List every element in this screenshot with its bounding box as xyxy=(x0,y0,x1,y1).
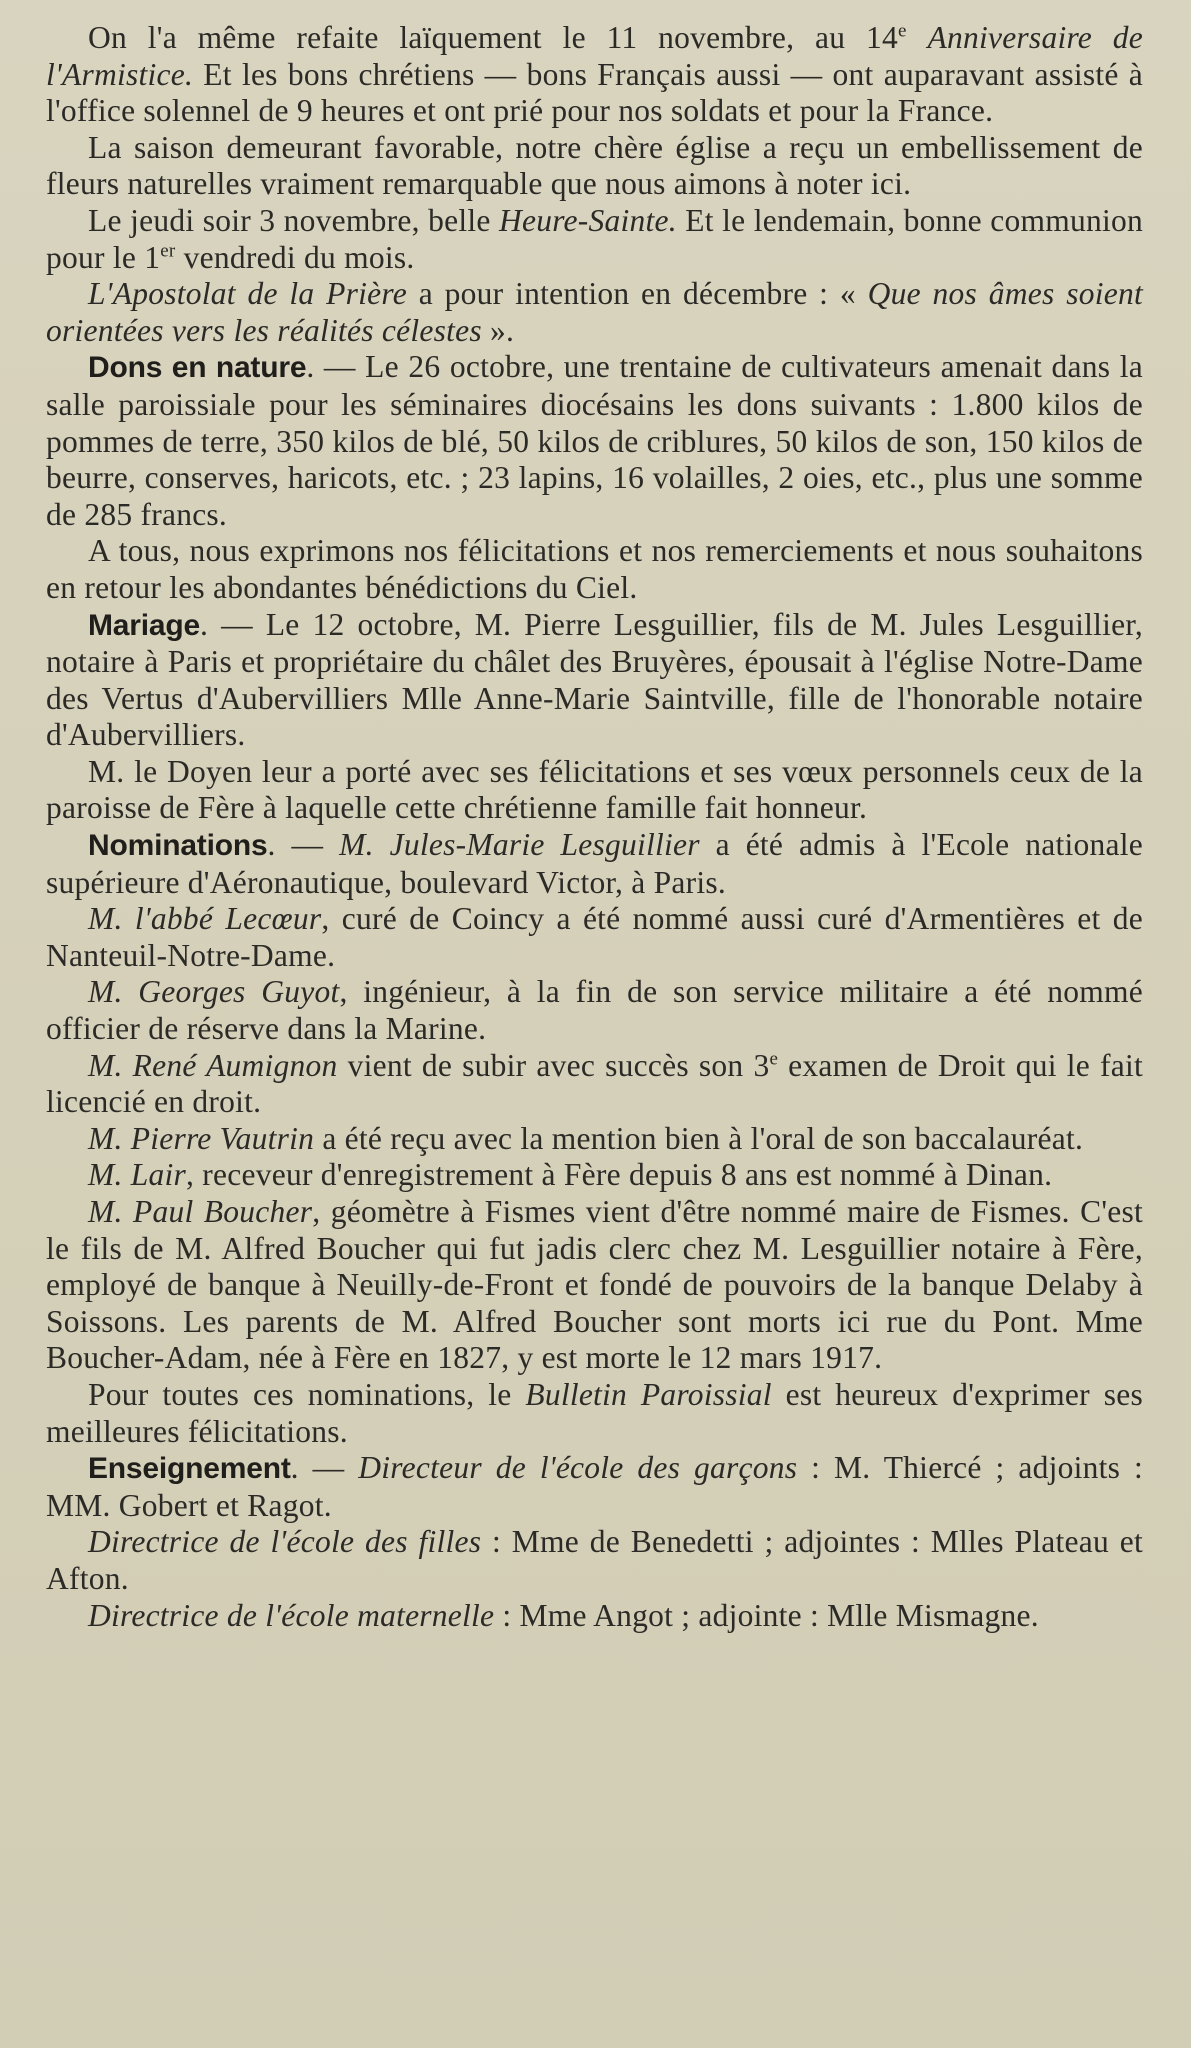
italic-text: M. Lair xyxy=(88,1157,187,1193)
italic-text: Directrice de l'école des filles xyxy=(88,1524,482,1560)
text-run: Et le lendemain, bonne communion pour le 1 xyxy=(46,202,1143,275)
para-vautrin xyxy=(46,1121,1143,1158)
text-run: : Mme Angot ; adjointe : Mlle Mismagne. xyxy=(494,1597,1039,1633)
italic-text: M. Jules-Marie Lesguillier xyxy=(339,827,700,863)
text-run: a été admis à l'Ecole nationale supérieure d'Aéronautique, boulevard Victor, à Paris. xyxy=(46,827,1143,900)
section-heading: Mariage xyxy=(88,608,200,642)
text-run: vient de subir avec succès son 3 xyxy=(337,1047,770,1083)
italic-text: Directrice de l'école maternelle xyxy=(88,1597,495,1633)
para-mariage xyxy=(46,607,1143,754)
text-run: : M. Thiercé ; adjoints : MM. Gobert et Ragot. xyxy=(46,1450,1143,1523)
para-maternelle xyxy=(46,1598,1143,1635)
text-run: examen de Droit qui le fait licencié en droit. xyxy=(46,1047,1143,1120)
text-run: . — xyxy=(267,827,340,863)
superscript-text: e xyxy=(769,1048,779,1070)
text-run: , curé de Coincy a été nommé aussi curé d'Armentières et de Nanteuil-Notre-Dame. xyxy=(46,901,1143,973)
text-run: , ingénieur, à la fin de son service militaire a été nommé officier de réserve dans la Marine. xyxy=(46,974,1144,1047)
italic-text: L'Apostolat de la Prière xyxy=(88,276,407,312)
para-nominations xyxy=(46,827,1143,901)
text-run: . — xyxy=(290,1450,359,1486)
italic-text: M. René Aumignon xyxy=(88,1047,338,1083)
italic-text: M. l'abbé Lecœur xyxy=(88,901,322,937)
article-body xyxy=(46,20,1143,1634)
para-lair xyxy=(46,1157,1143,1194)
italic-text: M. Pierre Vautrin xyxy=(88,1120,315,1156)
italic-text: Directeur de l'école des garçons xyxy=(358,1450,798,1486)
italic-text: Anniversaire de l'Armistice. xyxy=(46,20,1144,92)
para-armistice xyxy=(46,20,1143,130)
para-apostolat xyxy=(46,276,1143,349)
superscript-text: er xyxy=(160,240,176,262)
para-fleurs xyxy=(46,130,1143,203)
text-run: a pour intention en décembre : « xyxy=(406,276,868,312)
text-run: M. le Doyen leur a porté avec ses félicitations et ses vœux personnels ceux de la paroisse de Fère à laquelle cette chrétienne famille fait honneur. xyxy=(46,753,1143,826)
section-heading: Enseignement xyxy=(88,1452,291,1486)
text-run: vendredi du mois. xyxy=(175,239,415,275)
para-heure-sainte xyxy=(46,203,1143,276)
text-run: La saison demeurant favorable, notre chère église a reçu un embellissement de fleurs naturelles vraiment remarquable que nous aimons à noter ici. xyxy=(46,129,1143,202)
text-run: . — Le 12 octobre, M. Pierre Lesguillier, fils de M. Jules Lesguillier, notaire à Paris et propriétaire du châlet des Bruyères, épousait à l'église Notre-Dame des Vertus d'Aubervilliers Mlle Anne-Marie Saintville, fille de l'honorable notaire d'Aubervilliers. xyxy=(46,606,1143,753)
text-run: est heureux d'exprimer ses meilleures félicitations. xyxy=(46,1376,1143,1449)
text-run: Pour toutes ces nominations, le xyxy=(88,1376,526,1412)
section-heading: Dons en nature xyxy=(88,351,307,385)
text-run: a été reçu avec la mention bien à l'oral de son baccalauréat. xyxy=(314,1120,1084,1156)
para-enseignement xyxy=(46,1450,1143,1524)
text-run: A tous, nous exprimons nos félicitations et nos remerciements et nous souhaitons en retour les abondantes bénédictions du Ciel. xyxy=(46,533,1143,605)
text-run: : Mme de Benedetti ; adjointes : Mlles Plateau et Afton. xyxy=(46,1524,1143,1596)
para-aumignon xyxy=(46,1048,1143,1121)
text-run: . — Le 26 octobre, une trentaine de cultivateurs amenait dans la salle paroissiale pour les séminaires diocésains les dons suivants : 1.800 kilos de pommes de terre, 350 kilos de blé, 50 kilos de criblures, 50 kilos de son, 150 kilos de beurre, conserves, haricots, etc. ; 23 lapins, 16 volailles, 2 oies, etc., plus une somme de 285 francs. xyxy=(46,349,1143,532)
text-run: Le jeudi soir 3 novembre, belle xyxy=(88,202,499,238)
para-doyen xyxy=(46,754,1143,827)
italic-text: Heure-Sainte. xyxy=(498,202,677,238)
superscript-text: e xyxy=(898,20,907,42)
text-run xyxy=(907,20,928,55)
para-felicitations xyxy=(46,533,1143,606)
para-guyot xyxy=(46,974,1143,1047)
italic-text: Que nos âmes soient orientées vers les réalités célestes xyxy=(46,276,1143,348)
italic-text: M. Paul Boucher xyxy=(88,1194,313,1229)
text-run: ». xyxy=(481,312,515,348)
text-run: On l'a même refaite laïquement le 11 novembre, au 14 xyxy=(88,20,899,55)
para-lecoeur xyxy=(46,901,1143,974)
italic-text: M. Georges Guyot xyxy=(88,974,340,1010)
italic-text: Bulletin Paroissial xyxy=(525,1376,772,1412)
text-run: Et les bons chrétiens — bons Français aussi — ont auparavant assisté à l'office solennel de 9 heures et ont prié pour nos soldats et pour la France. xyxy=(46,56,1143,129)
para-filles xyxy=(46,1524,1143,1597)
text-run: , géomètre à Fismes vient d'être nommé maire de Fismes. C'est le fils de M. Alfred Boucher qui fut jadis clerc chez M. Lesguillier notaire à Fère, employé de banque à Neuilly-de-Front et fondé de pouvoirs de la banque Delaby à Soissons. Les parents de M. Alfred Boucher sont morts ici rue du Pont. Mme Boucher-Adam, née à Fère en 1827, y est morte le 12 mars 1917. xyxy=(46,1194,1144,1376)
section-heading: Nominations xyxy=(88,829,268,863)
para-bulletin xyxy=(46,1377,1143,1450)
para-dons xyxy=(46,349,1143,533)
text-run: , receveur d'enregistrement à Fère depuis 8 ans est nommé à Dinan. xyxy=(186,1157,1053,1193)
para-boucher xyxy=(46,1194,1143,1377)
